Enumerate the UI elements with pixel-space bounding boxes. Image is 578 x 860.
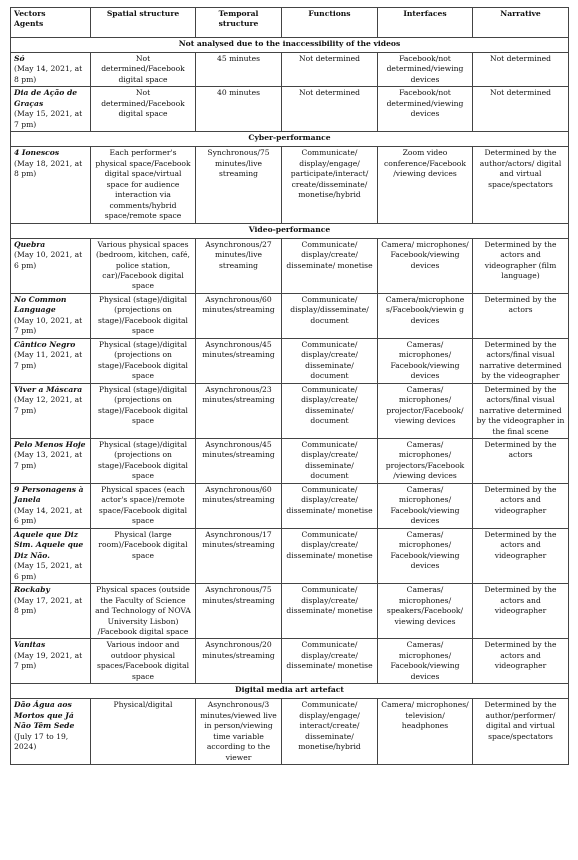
interfaces-cell: Facebook/not determined/viewing devices [378, 87, 473, 132]
spatial-cell: Various indoor and outdoor physical spaces/Facebook digital space [91, 639, 196, 684]
narrative-cell: Not determined [473, 87, 569, 132]
functions-cell: Communicate/ display/create/ disseminate/ document [282, 439, 378, 484]
work-title: Rockaby [14, 585, 50, 595]
table-row [11, 584, 569, 639]
spatial-cell: Physical spaces (outside the Faculty of Science and Technology of NOVA University Lisbon) /Facebook digital space [91, 584, 196, 639]
table-row [11, 383, 569, 438]
temporal-cell: Asynchronous/60 minutes/streaming [196, 483, 282, 528]
spatial-cell: Physical/digital [91, 699, 196, 765]
spatial-cell: Various physical spaces (bedroom, kitchen, café, police station, car)/Facebook digital space [91, 238, 196, 293]
interfaces-cell: Cameras/ microphones/ projectors/Facebook /viewing devices [378, 439, 473, 484]
table-row [11, 338, 569, 383]
work-title: Dão Água aos Mortos que Já Não Têm Sede [14, 700, 75, 731]
vector-cell [11, 383, 91, 438]
work-date: (May 14, 2021, at 8 pm) [14, 64, 83, 84]
narrative-cell: Determined by the actors and videographer [473, 639, 569, 684]
table-row [11, 238, 569, 293]
functions-cell: Not determined [282, 87, 378, 132]
section-title: Digital media art artefact [11, 684, 569, 699]
spatial-cell: Each performer's physical space/Facebook digital space/virtual space for audience interaction via comments/hybrid space/remote space [91, 147, 196, 223]
vector-cell [11, 53, 91, 87]
work-date: (May 14, 2021, at 6 pm) [14, 505, 83, 526]
spatial-cell: Physical (stage)/digital (projections on stage)/Facebook digital space [91, 439, 196, 484]
table-row [11, 87, 569, 132]
interfaces-cell: Cameras/ microphones/ Facebook/viewing devices [378, 639, 473, 684]
section-row [11, 684, 569, 699]
narrative-cell: Determined by the actors and videographer [473, 483, 569, 528]
interfaces-cell: Camera/microphone s/Facebook/viewin g devices [378, 293, 473, 338]
narrative-cell: Determined by the actors/final visual narrative determined by the videographer [473, 338, 569, 383]
narrative-cell: Determined by the actors and videographer [473, 528, 569, 583]
narrative-cell: Determined by the author/actors/ digital and virtual space/spectators [473, 147, 569, 223]
spatial-cell: Physical spaces (each actor's space)/remote space/Facebook digital space [91, 483, 196, 528]
work-title: Quebra [14, 239, 46, 249]
header-narrative: Narrative [473, 8, 569, 38]
functions-cell: Communicate/ display/create/ disseminate/ document [282, 338, 378, 383]
table-row [11, 483, 569, 528]
header-functions: Functions [282, 8, 378, 38]
work-title: Aquele que Diz Sim. Aquele que Diz Não. [14, 529, 84, 560]
work-title: Vanitas [14, 640, 46, 650]
vector-cell [11, 238, 91, 293]
table-row [11, 53, 569, 87]
narrative-cell: Determined by the author/performer/ digital and virtual space/spectators [473, 699, 569, 765]
temporal-cell: Asynchronous/3 minutes/viewed live in person/viewing time variable according to the viewer [196, 699, 282, 765]
interfaces-cell: Cameras/ microphones/ Facebook/viewing devices [378, 528, 473, 583]
interfaces-cell: Camera/ microphones/ Facebook/viewing devices [378, 238, 473, 293]
work-title: Cântico Negro [14, 339, 76, 349]
vector-cell [11, 293, 91, 338]
work-title: Pelo Menos Hoje [14, 440, 86, 449]
vector-cell [11, 639, 91, 684]
interfaces-cell: Cameras/ microphones/ speakers/Facebook/ viewing devices [378, 584, 473, 639]
table-row [11, 147, 569, 223]
functions-cell: Communicate/ display/create/ disseminate/ monetise [282, 639, 378, 684]
work-date: (May 11, 2021, at 7 pm) [14, 350, 83, 370]
header-spatial-structure: Spatial structure [91, 8, 196, 38]
vector-cell [11, 528, 91, 583]
temporal-cell: 40 minutes [196, 87, 282, 132]
work-title: 4 Ionescos [14, 148, 60, 158]
section-title: Video-performance [11, 223, 569, 238]
header-interfaces: Interfaces [378, 8, 473, 38]
section-title: Cyber-performance [11, 132, 569, 147]
interfaces-cell: Camera/ microphones/ television/ headphones [378, 699, 473, 765]
temporal-cell: Asynchronous/20 minutes/streaming [196, 639, 282, 684]
interfaces-cell: Facebook/not determined/viewing devices [378, 53, 473, 87]
temporal-cell: Synchronous/75 minutes/live streaming [196, 147, 282, 223]
table-row [11, 293, 569, 338]
interfaces-cell: Cameras/ microphones/ Facebook/viewing devices [378, 483, 473, 528]
work-title: Viver a Máscara [14, 384, 83, 394]
table-row [11, 528, 569, 583]
work-date: (May 19, 2021, at 7 pm) [14, 650, 83, 671]
work-title: 9 Personagens à Janela [14, 484, 84, 505]
functions-cell: Not determined [282, 53, 378, 87]
work-date: (May 17, 2021, at 8 pm) [14, 595, 83, 616]
work-title: Dia de Ação de Graças [14, 88, 78, 108]
section-title: Not analysed due to the inaccessibility of the videos [11, 38, 569, 53]
work-date: (May 15, 2021, at 7 pm) [14, 109, 83, 129]
functions-cell: Communicate/ display/create/ disseminate/ document [282, 383, 378, 438]
temporal-cell: Asynchronous/60 minutes/streaming [196, 293, 282, 338]
work-date: (May 18, 2021, at 8 pm) [14, 158, 83, 179]
functions-cell: Communicate/ display/create/ disseminate/ monetise [282, 584, 378, 639]
header-temporal-structure: Temporal structure [196, 8, 282, 38]
spatial-cell: Physical (stage)/digital (projections on stage)/Facebook digital space [91, 338, 196, 383]
spatial-cell: Physical (stage)/digital (projections on stage)/Facebook digital space [91, 293, 196, 338]
table-row [11, 639, 569, 684]
functions-cell: Communicate/ display/disseminate/ document [282, 293, 378, 338]
vector-cell [11, 439, 91, 484]
functions-cell: Communicate/ display/create/ disseminate/ monetise [282, 483, 378, 528]
work-title: Só [14, 54, 25, 63]
spatial-cell: Physical (stage)/digital (projections on stage)/Facebook digital space [91, 383, 196, 438]
header-row [11, 8, 569, 38]
narrative-cell: Not determined [473, 53, 569, 87]
narrative-cell: Determined by the actors and videographer [473, 584, 569, 639]
temporal-cell: Asynchronous/23 minutes/streaming [196, 383, 282, 438]
spatial-cell: Not determined/Facebook digital space [91, 53, 196, 87]
functions-cell: Communicate/ display/create/ disseminate/ monetise [282, 238, 378, 293]
narrative-cell: Determined by the actors [473, 293, 569, 338]
temporal-cell: Asynchronous/45 minutes/streaming [196, 439, 282, 484]
section-row [11, 38, 569, 53]
interfaces-cell: Zoom video conference/Facebook /viewing devices [378, 147, 473, 223]
work-date: (May 10, 2021, at 6 pm) [14, 250, 83, 270]
table-body [11, 38, 569, 765]
temporal-cell: Asynchronous/45 minutes/streaming [196, 338, 282, 383]
section-row [11, 223, 569, 238]
temporal-cell: Asynchronous/17 minutes/streaming [196, 528, 282, 583]
narrative-cell: Determined by the actors [473, 439, 569, 484]
spatial-cell: Not determined/Facebook digital space [91, 87, 196, 132]
work-date: (May 10, 2021, at 7 pm) [14, 315, 83, 336]
work-date: (May 13, 2021, at 7 pm) [14, 450, 83, 470]
temporal-cell: Asynchronous/75 minutes/streaming [196, 584, 282, 639]
temporal-cell: Asynchronous/27 minutes/live streaming [196, 238, 282, 293]
header-vectors-agents: Vectors Agents [11, 8, 91, 38]
section-row [11, 132, 569, 147]
functions-cell: Communicate/ display/engage/ participate/interact/ create/disseminate/ monetise/hybrid [282, 147, 378, 223]
work-date: (July 17 to 19, 2024) [14, 731, 69, 752]
vector-cell [11, 584, 91, 639]
narrative-cell: Determined by the actors and videographer (film language) [473, 238, 569, 293]
work-date: (May 15, 2021, at 6 pm) [14, 561, 83, 581]
temporal-cell: 45 minutes [196, 53, 282, 87]
functions-cell: Communicate/ display/create/ disseminate/ monetise [282, 528, 378, 583]
table-row [11, 699, 569, 765]
narrative-cell: Determined by the actors/final visual narrative determined by the videographer in the final scene [473, 383, 569, 438]
vector-cell [11, 147, 91, 223]
interfaces-cell: Cameras/ microphones/ Facebook/viewing devices [378, 338, 473, 383]
vector-cell [11, 338, 91, 383]
work-title: No Common Language [14, 294, 67, 315]
vectors-table [10, 7, 569, 765]
work-date: (May 12, 2021, at 7 pm) [14, 395, 83, 415]
table-row [11, 439, 569, 484]
functions-cell: Communicate/ display/engage/ interact/create/ disseminate/ monetise/hybrid [282, 699, 378, 765]
vector-cell [11, 87, 91, 132]
vector-cell [11, 699, 91, 765]
vector-cell [11, 483, 91, 528]
interfaces-cell: Cameras/ microphones/ projector/Facebook/ viewing devices [378, 383, 473, 438]
spatial-cell: Physical (large room)/Facebook digital space [91, 528, 196, 583]
